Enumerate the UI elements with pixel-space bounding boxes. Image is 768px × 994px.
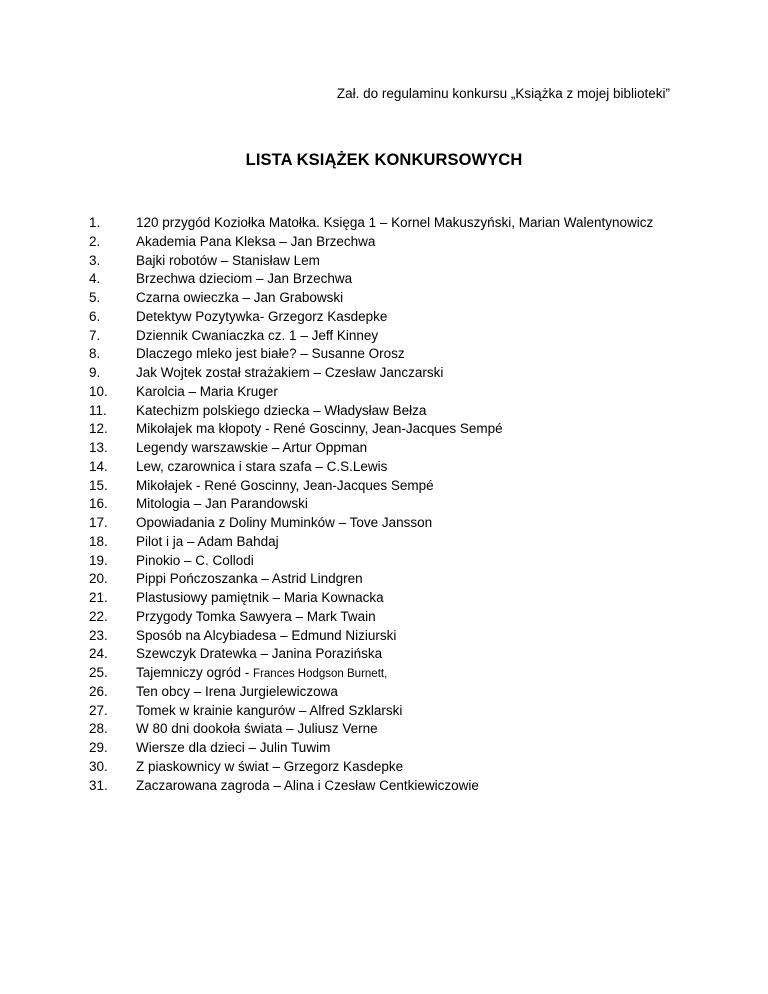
item-number: 5. — [89, 290, 101, 305]
item-number: 10. — [89, 383, 108, 399]
item-number: 26. — [89, 683, 108, 699]
item-text: Plastusiowy pamiętnik – Maria Kownacka — [136, 590, 384, 605]
item-author-small: Frances Hodgson Burnett, — [253, 668, 388, 680]
list-item — [89, 458, 653, 477]
list-item — [89, 739, 653, 758]
item-text: Lew, czarownica i stara szafa – C.S.Lewis — [136, 458, 388, 474]
item-text: Mikołajek - René Goscinny, Jean-Jacques Sempé — [136, 477, 434, 493]
item-text: Tomek w krainie kangurów – Alfred Szklarski — [136, 702, 403, 718]
list-item — [89, 402, 653, 421]
item-number: 19. — [89, 552, 108, 568]
item-text: Opowiadania z Doliny Muminków – Tove Jansson — [136, 515, 433, 530]
list-item — [89, 627, 653, 646]
item-number: 6. — [89, 308, 101, 324]
item-text: W 80 dni dookoła świata – Juliusz Verne — [136, 721, 378, 737]
list-item — [89, 533, 653, 552]
item-text: Mikołajek ma kłopoty - René Goscinny, Jean-Jacques Sempé — [136, 421, 503, 437]
item-text: Brzechwa dzieciom – Jan Brzechwa — [136, 271, 353, 287]
item-title: Tajemniczy ogród - — [136, 665, 254, 680]
item-number: 22. — [89, 608, 108, 624]
list-item — [89, 664, 653, 683]
item-text: Mitologia – Jan Parandowski — [136, 496, 308, 512]
list-item — [89, 270, 653, 289]
item-text: Pilot i ja – Adam Bahdaj — [136, 533, 279, 549]
item-number: 9. — [89, 365, 101, 380]
item-text: Przygody Tomka Sawyera – Mark Twain — [136, 608, 376, 624]
book-list — [89, 214, 653, 795]
item-number: 15. — [89, 477, 108, 493]
item-text: Wiersze dla dzieci – Julin Tuwim — [136, 740, 331, 755]
item-text: Detektyw Pozytywka- Grzegorz Kasdepke — [136, 308, 388, 324]
list-item — [89, 439, 653, 458]
item-text: Ten obcy – Irena Jurgielewiczowa — [136, 683, 338, 699]
item-number: 23. — [89, 627, 108, 643]
list-item — [89, 308, 653, 327]
item-number: 1. — [89, 215, 101, 230]
list-item — [89, 214, 653, 233]
item-number: 20. — [89, 571, 108, 587]
list-item — [89, 495, 653, 514]
item-text: Pinokio – C. Collodi — [136, 552, 254, 568]
list-item — [89, 589, 653, 608]
item-text: Szewczyk Dratewka – Janina Porazińska — [136, 646, 383, 662]
item-text: Akademia Pana Kleksa – Jan Brzechwa — [136, 233, 376, 249]
item-number: 7. — [89, 327, 101, 343]
item-number: 12. — [89, 421, 108, 437]
list-item — [89, 645, 653, 664]
item-number: 13. — [89, 440, 108, 455]
item-number: 30. — [89, 758, 108, 774]
list-item — [89, 420, 653, 439]
list-item — [89, 327, 653, 346]
item-text: Sposób na Alcybiadesa – Edmund Niziurski — [136, 627, 397, 643]
list-item — [89, 289, 653, 308]
list-item — [89, 570, 653, 589]
list-item — [89, 477, 653, 496]
item-text: Z piaskownicy w świat – Grzegorz Kasdepke — [136, 758, 404, 774]
item-number: 29. — [89, 740, 108, 755]
list-item — [89, 252, 653, 271]
list-item — [89, 552, 653, 571]
item-number: 17. — [89, 515, 108, 530]
item-text: Dziennik Cwaniaczka cz. 1 – Jeff Kinney — [136, 327, 379, 343]
item-number: 8. — [89, 346, 101, 362]
item-number: 18. — [89, 533, 108, 549]
list-item — [89, 364, 653, 383]
item-number: 11. — [89, 402, 107, 418]
list-item — [89, 608, 653, 627]
item-number: 27. — [89, 702, 108, 718]
list-item — [89, 514, 653, 533]
item-number: 3. — [89, 252, 101, 268]
item-number: 4. — [89, 271, 101, 287]
list-item — [89, 345, 653, 364]
item-text: Katechizm polskiego dziecka – Władysław Bełza — [136, 402, 427, 418]
list-item — [89, 683, 653, 702]
item-text: 120 przygód Koziołka Matołka. Księga 1 – Kornel Makuszyński, Marian Walentynowicz — [136, 215, 654, 230]
item-number: 16. — [89, 496, 108, 512]
list-item — [89, 720, 653, 739]
item-text: Legendy warszawskie – Artur Oppman — [136, 440, 368, 455]
item-number: 28. — [89, 721, 108, 737]
list-item — [89, 383, 653, 402]
item-text — [136, 664, 387, 683]
list-item — [89, 758, 653, 777]
list-item — [89, 777, 653, 796]
item-number: 31. — [89, 777, 108, 793]
list-item — [89, 233, 653, 252]
item-text: Karolcia – Maria Kruger — [136, 383, 278, 399]
item-text: Dlaczego mleko jest białe? – Susanne Orosz — [136, 346, 405, 362]
item-number: 14. — [89, 458, 108, 474]
item-text: Zaczarowana zagroda – Alina i Czesław Centkiewiczowie — [136, 777, 479, 793]
item-text: Pippi Pończoszanka – Astrid Lindgren — [136, 571, 363, 587]
item-number: 21. — [89, 590, 108, 605]
item-text: Bajki robotów – Stanisław Lem — [136, 252, 320, 268]
page-title: LISTA KSIĄŻEK KONKURSOWYCH — [245, 151, 523, 169]
item-number: 24. — [89, 646, 108, 662]
item-number: 2. — [89, 233, 101, 249]
item-number: 25. — [89, 665, 108, 680]
list-item — [89, 702, 653, 721]
item-text: Jak Wojtek został strażakiem – Czesław Janczarski — [136, 365, 444, 380]
header-note: Zał. do regulaminu konkursu „Książka z mojej biblioteki” — [336, 86, 670, 101]
item-text: Czarna owieczka – Jan Grabowski — [136, 290, 344, 305]
